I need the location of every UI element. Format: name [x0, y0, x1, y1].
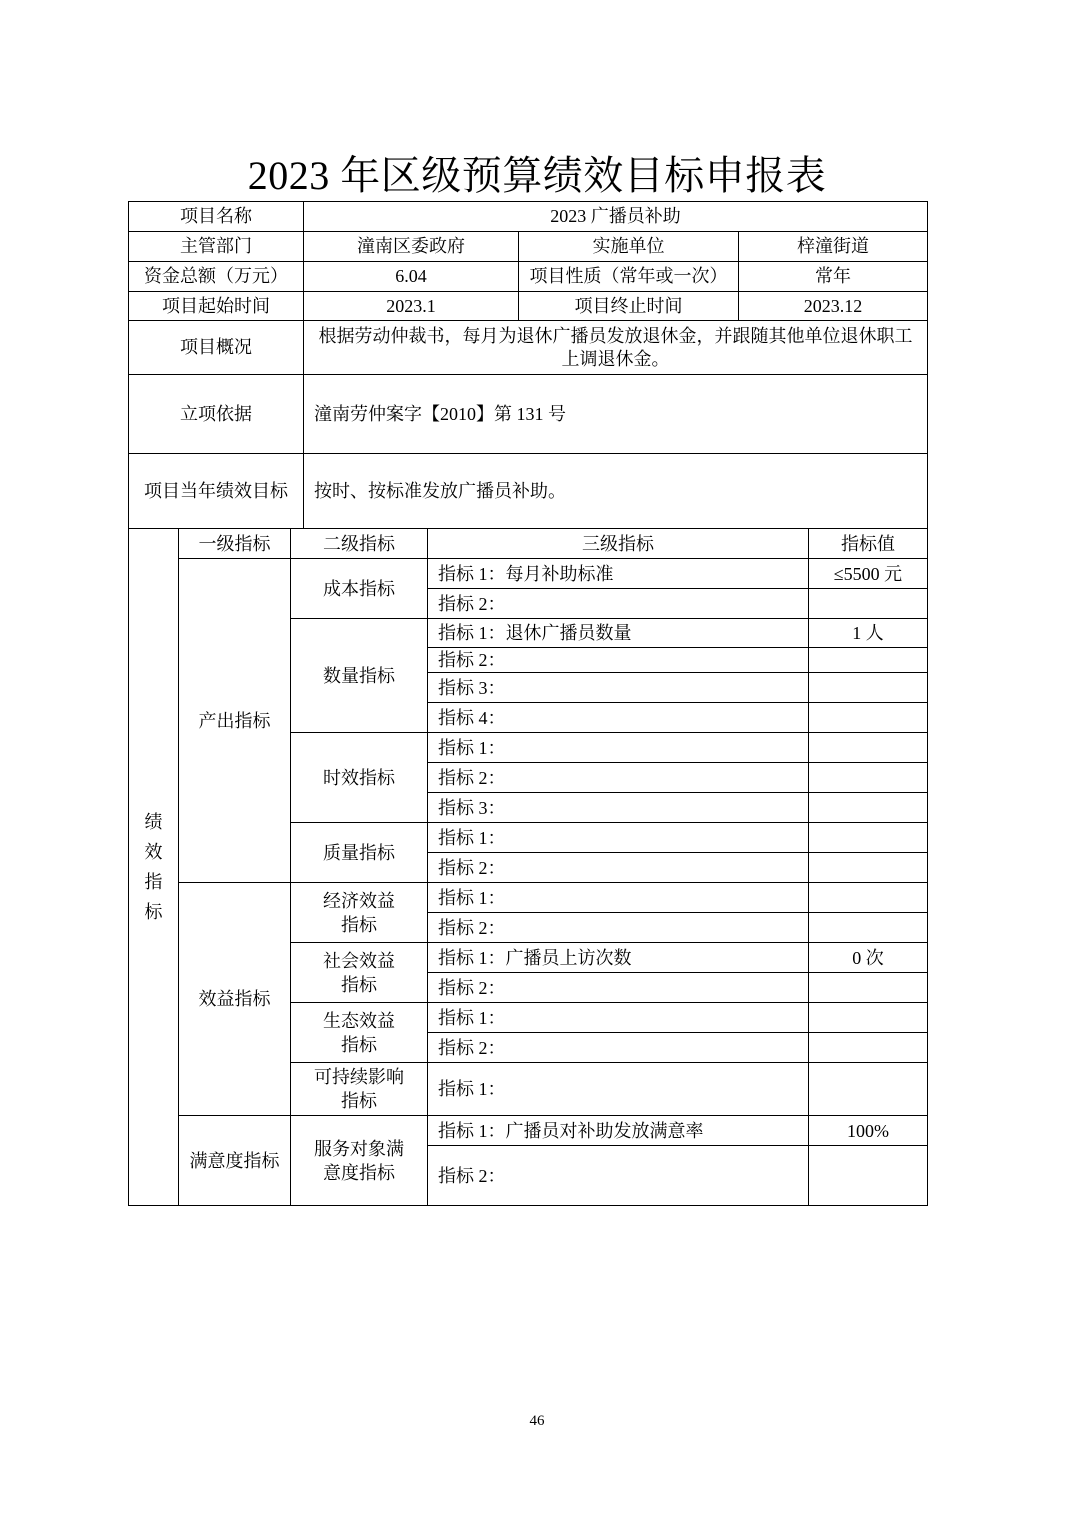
unit-label: 实施单位: [519, 232, 739, 262]
document-title: 2023 年区级预算绩效目标申报表: [247, 153, 827, 198]
indicator-value: [809, 1033, 928, 1063]
indicator-value: 0 次: [809, 943, 928, 973]
unit-value: 梓潼街道: [739, 232, 928, 262]
indicator-name: 指标 2：: [428, 648, 809, 673]
level2-service-text: 服务对象满意度指标: [314, 1138, 404, 1183]
indicator-value: [809, 1063, 928, 1116]
level2-quality: 质量指标: [291, 823, 428, 883]
goal-label: 项目当年绩效目标: [129, 454, 304, 529]
project-info-table: [128, 201, 928, 529]
indicator-value: [809, 883, 928, 913]
indicator-name: 指标 1：: [428, 823, 809, 853]
indicator-value: ≤5500 元: [809, 559, 928, 589]
end-value: 2023.12: [739, 292, 928, 321]
dept-label: 主管部门: [129, 232, 304, 262]
basis-label: 立项依据: [129, 375, 304, 454]
indicator-name: 指标 3：: [428, 673, 809, 703]
indicator-value: [809, 973, 928, 1003]
level2-timeliness: 时效指标: [291, 733, 428, 823]
level2-quantity: 数量指标: [291, 619, 428, 733]
basis-value: 潼南劳仲案字【2010】第 131 号: [304, 375, 928, 454]
page-number: 46: [529, 1413, 545, 1429]
level2-economic-text: 经济效益指标: [323, 890, 395, 935]
indicator-name: 指标 2：: [428, 913, 809, 943]
indicator-name: 指标 2：: [428, 763, 809, 793]
indicator-name: 指标 1：: [428, 1003, 809, 1033]
level2-ecological-text: 生态效益指标: [323, 1010, 395, 1055]
level2-social-text: 社会效益指标: [323, 950, 395, 995]
indicator-value: 1 人: [809, 619, 928, 648]
indicator-value: [809, 1146, 928, 1206]
level2-ecological: [291, 1003, 428, 1063]
indicator-name: 指标 4：: [428, 703, 809, 733]
level2-sustainable: [291, 1063, 428, 1116]
goal-value: 按时、按标准发放广播员补助。: [304, 454, 928, 529]
header-value: 指标值: [809, 529, 928, 559]
indicator-value: [809, 853, 928, 883]
indicator-name: 指标 3：: [428, 793, 809, 823]
indicator-name: 指标 2：: [428, 1033, 809, 1063]
indicator-name: 指标 1：广播员上访次数: [428, 943, 809, 973]
level1-output: 产出指标: [179, 559, 291, 883]
start-value: 2023.1: [304, 292, 519, 321]
indicator-value: [809, 703, 928, 733]
indicator-name: 指标 1：: [428, 1063, 809, 1116]
level2-service: [291, 1116, 428, 1206]
overview-label: 项目概况: [129, 321, 304, 375]
header-level1: 一级指标: [179, 529, 291, 559]
project-name-label: 项目名称: [129, 202, 304, 232]
nature-label: 项目性质（常年或一次）: [519, 262, 739, 292]
start-label: 项目起始时间: [129, 292, 304, 321]
nature-value: 常年: [739, 262, 928, 292]
overview-value: 根据劳动仲裁书，每月为退休广播员发放退休金，并跟随其他单位退休职工上调退休金。: [304, 321, 928, 375]
level1-satisfaction: 满意度指标: [179, 1116, 291, 1206]
level2-cost: 成本指标: [291, 559, 428, 619]
level2-economic: [291, 883, 428, 943]
performance-indicator-table: [128, 528, 928, 1206]
indicator-value: 100%: [809, 1116, 928, 1146]
indicator-value: [809, 733, 928, 763]
performance-side-text: 绩效指标: [144, 812, 163, 922]
indicator-name: 指标 2：: [428, 973, 809, 1003]
indicator-value: [809, 823, 928, 853]
indicator-name: 指标 2：: [428, 589, 809, 619]
indicator-name: 指标 1：: [428, 733, 809, 763]
fund-value: 6.04: [304, 262, 519, 292]
header-level3: 三级指标: [428, 529, 809, 559]
indicator-name: 指标 1：退休广播员数量: [428, 619, 809, 648]
indicator-value: [809, 589, 928, 619]
indicator-value: [809, 673, 928, 703]
level2-social: [291, 943, 428, 1003]
indicator-name: 指标 1：: [428, 883, 809, 913]
dept-value: 潼南区委政府: [304, 232, 519, 262]
level1-benefit: 效益指标: [179, 883, 291, 1116]
header-level2: 二级指标: [291, 529, 428, 559]
performance-side-label: [129, 529, 179, 1206]
indicator-value: [809, 1003, 928, 1033]
indicator-name: 指标 1：广播员对补助发放满意率: [428, 1116, 809, 1146]
indicator-name: 指标 2：: [428, 1146, 809, 1206]
indicator-value: [809, 763, 928, 793]
project-name-value: 2023 广播员补助: [304, 202, 928, 232]
indicator-value: [809, 648, 928, 673]
indicator-value: [809, 793, 928, 823]
indicator-name: 指标 1：每月补助标准: [428, 559, 809, 589]
indicator-value: [809, 913, 928, 943]
fund-label: 资金总额（万元）: [129, 262, 304, 292]
end-label: 项目终止时间: [519, 292, 739, 321]
indicator-name: 指标 2：: [428, 853, 809, 883]
level2-sustainable-text: 可持续影响指标: [314, 1067, 404, 1111]
